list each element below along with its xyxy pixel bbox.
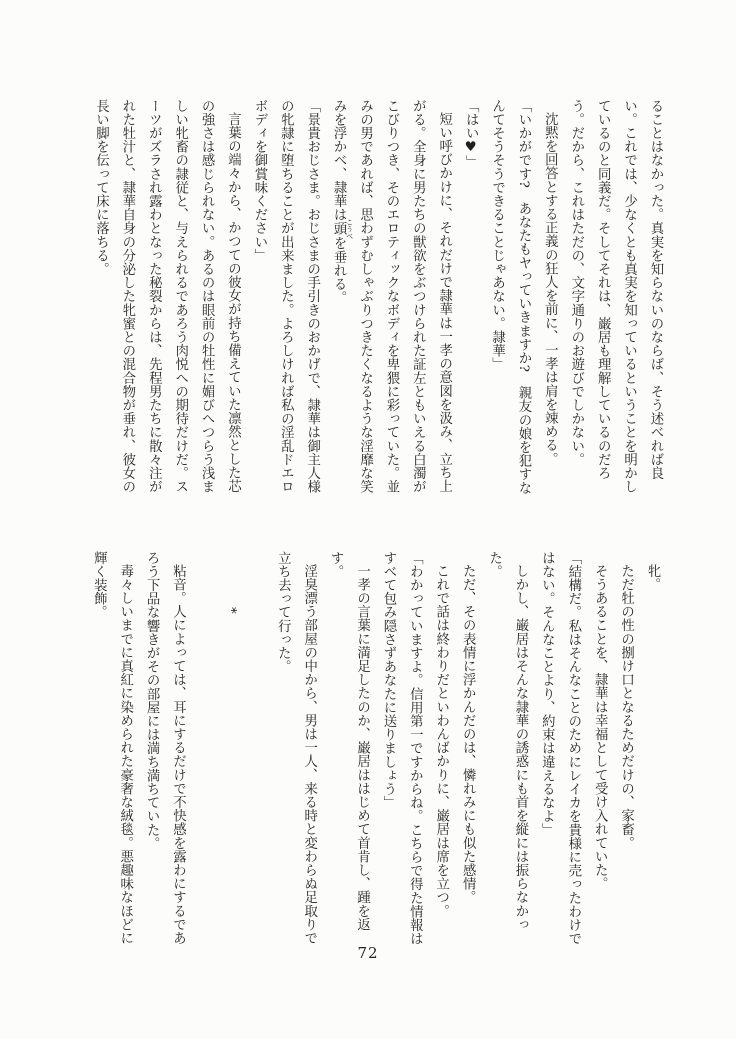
paragraph: 一孝の言葉に満足したのか、巌居ははじめて首肯し、踵を返す。 (328, 551, 370, 932)
paragraph: そうあることを、隷華は幸福として受け入れていた。 (592, 564, 608, 891)
paragraph: 毒々しいまでに真紅に染められた豪奢な絨毯。悪趣味なほどに輝く装飾。 (91, 551, 133, 946)
paragraph: ただ牡の性の捌け口となるためだけの、家畜。 (618, 564, 634, 850)
page-number: 72 (357, 944, 379, 962)
ruby-annotated-word: 頭 こうべ (331, 218, 354, 240)
paragraph: 短い呼びかけに、それだけで隷華は一孝の意図を汲み、立ち上がる。全身に男たちの獣欲をぶつけられた証左ともいえる白濁がこびりつき、そのエロティックなボディを卑猥に彩っていた。並みの男であれば、思わずむしゃぶりつきたくなるような淫靡な笑みを浮かべ、隷華は頭 こうべを垂れる。 (331, 99, 452, 494)
lower-text-block (87, 551, 665, 955)
paragraph: 「いかがです? あなたもヤっていきますか? 親友の娘を犯すなんてそうそうできることじゃあない。隷華」 (489, 99, 531, 495)
paragraph: 「はい♥」 (463, 99, 479, 169)
paragraph: これで話は終わりだといわんばかりに、巌居は席を立つ。 (433, 564, 449, 918)
paragraph: 「わかっていますよ。信用第一ですからね。こちらで得た情報はすべて包み隠さずあなたに送りましょう」 (380, 551, 423, 946)
paragraph: 言葉の端々から、かつての彼女が持ち備えていた凛然とした芯の強さは感じられない。あるのは眼前の牡性に媚びへつらう浅ましい牝畜の隷従と、与えられるであろう肉悦への期待だけだ。スーツがズラされ露わとなった秘裂からは、先程男たちに散々注がれた牡汁と、隷華自身の分泌した牝蜜との混合物が垂れ、彼女の長い脚を伝って床に落ちる。 (93, 99, 241, 494)
scene-break-asterisk: * (222, 607, 238, 614)
paragraph: 沈黙を回答とする正義の狂人を前に、一孝は肩を竦める。 (542, 112, 558, 466)
paragraph: ただ、その表情に浮かんだのは、憐れみにも似た感情。 (460, 564, 476, 905)
upper-text-block (82, 99, 668, 503)
paragraph: 牝。 (645, 564, 660, 592)
paragraph: 「結構だ。私はそんなことのためにレイカを貴様に売ったわけではない。そんなことより、約束は違えるなよ」 (539, 551, 581, 946)
paragraph: ることはなかった。真実を知らないのならば、そう述べれば良い。これでは、少なくとも真実を知っているということを明かしているのと同義だ。そしてそれは、巌居も理解しているのだろう。だから、これはただの、文字通りのお遊びでしかない。 (568, 99, 663, 494)
paragraph: しかし、巌居はそんな隷華の誘惑にも首を縦には振らなかった。 (486, 551, 528, 932)
paragraph: 「景貴おじさま。おじさまの手引きのおかげで、隷華は御主人様の牝隷に堕ちることが出来ました。よろしければ私の淫乱ドエロボディを御賞味ください」 (251, 99, 320, 494)
paragraph: 粘音。人によっては、耳にするだけで不快感を露わにするであろう下品な響きがその部屋には満ち満ちていた。 (144, 551, 186, 946)
paragraph: 淫臭漂う部屋の中から、男は一人、来る時と変わらぬ足取りで立ち去って行った。 (275, 551, 317, 946)
